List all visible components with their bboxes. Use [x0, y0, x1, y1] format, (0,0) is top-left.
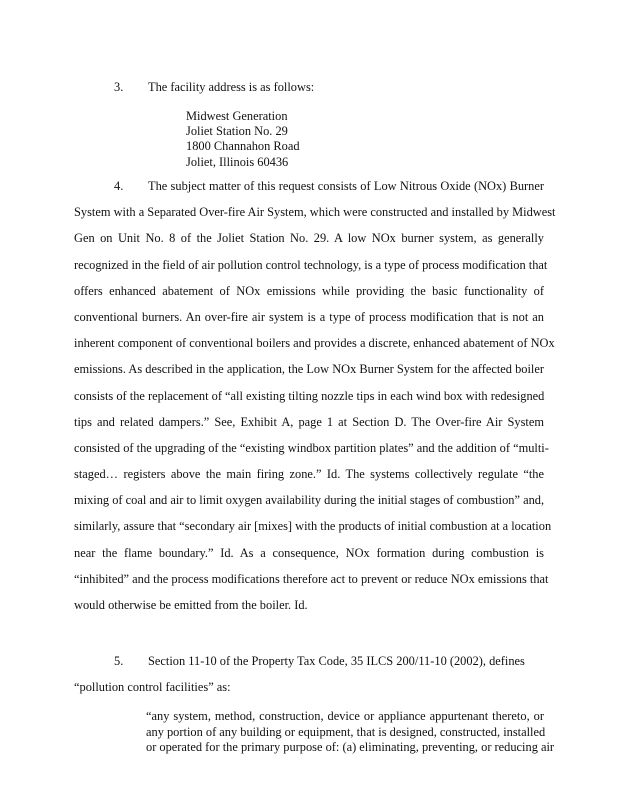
paragraph-text: The facility address is as follows: — [148, 80, 315, 94]
address-line: 1800 Channahon Road — [186, 139, 300, 154]
quote-line: or operated for the primary purpose of: (a) eliminating, preventing, or reducing air — [146, 740, 555, 755]
text-line: would otherwise be emitted from the boiler. Id. — [74, 598, 308, 612]
text-line: conventional burners. An over-fire air system is a type of process modification that is not an — [74, 309, 544, 324]
text-line: “inhibited” and the process modifications therefore act to prevent or reduce NOx emissions that — [74, 571, 549, 586]
address-line: Joliet, Illinois 60436 — [186, 154, 289, 169]
text-line: near the flame boundary.” Id. As a consequence, NOx formation during combustion is — [74, 545, 544, 560]
text-line: inherent component of conventional boilers and provides a discrete, enhanced abatement of NOx — [74, 336, 555, 351]
text-line: emissions. As described in the application, the Low NOx Burner System for the affected boiler — [74, 362, 544, 377]
paragraph-text: Section 11-10 of the Property Tax Code, 35 ILCS 200/11-10 (2002), defines — [148, 654, 525, 668]
text-line: consists of the replacement of “all existing tilting nozzle tips in each wind box with redesigned — [74, 388, 545, 403]
paragraph-5 — [74, 652, 544, 704]
facility-address — [186, 109, 300, 170]
address-line: Midwest Generation — [186, 109, 288, 123]
text-line: consisted of the upgrading of the “existing windbox partition plates” and the addition of “multi- — [74, 440, 549, 455]
paragraph-number: 5. — [114, 654, 124, 668]
address-line: Joliet Station No. 29 — [186, 124, 288, 139]
text-line-content: The subject matter of this request consists of Low Nitrous Oxide (NOx) Burner — [148, 179, 544, 193]
quote-line: any portion of any building or equipment, that is designed, constructed, installed — [146, 724, 546, 739]
paragraph-4 — [74, 177, 556, 622]
quote-line: “any system, method, construction, device or appliance appurtenant thereto, or — [146, 709, 544, 723]
paragraph-3 — [74, 78, 544, 104]
text-line: staged… registers above the main firing zone.” Id. The systems collectively regulate “the — [74, 467, 544, 482]
text-line — [0, 177, 544, 203]
text-line: offers enhanced abatement of NOx emissions while providing the basic functionality of — [74, 283, 544, 298]
text-line: recognized in the field of air pollution control technology, is a type of process modification that — [74, 257, 548, 272]
text-line: similarly, assure that “secondary air [mixes] with the products of initial combustion at a location — [74, 519, 552, 534]
text-line: mixing of coal and air to limit oxygen availability during the initial stages of combustion” and, — [74, 493, 545, 508]
text-line: tips and related dampers.” See, Exhibit A, page 1 at Section D. The Over-fire Air System — [74, 414, 544, 429]
text-line: Gen on Unit No. 8 of the Joliet Station No. 29. A low NOx burner system, as generally — [74, 231, 544, 246]
text-line: System with a Separated Over-fire Air System, which were constructed and installed by Midwest — [74, 205, 556, 220]
paragraph-number: 4. — [114, 179, 124, 193]
block-quote — [146, 709, 555, 756]
paragraph-number: 3. — [114, 80, 124, 94]
text-line: “pollution control facilities” as: — [74, 680, 231, 695]
